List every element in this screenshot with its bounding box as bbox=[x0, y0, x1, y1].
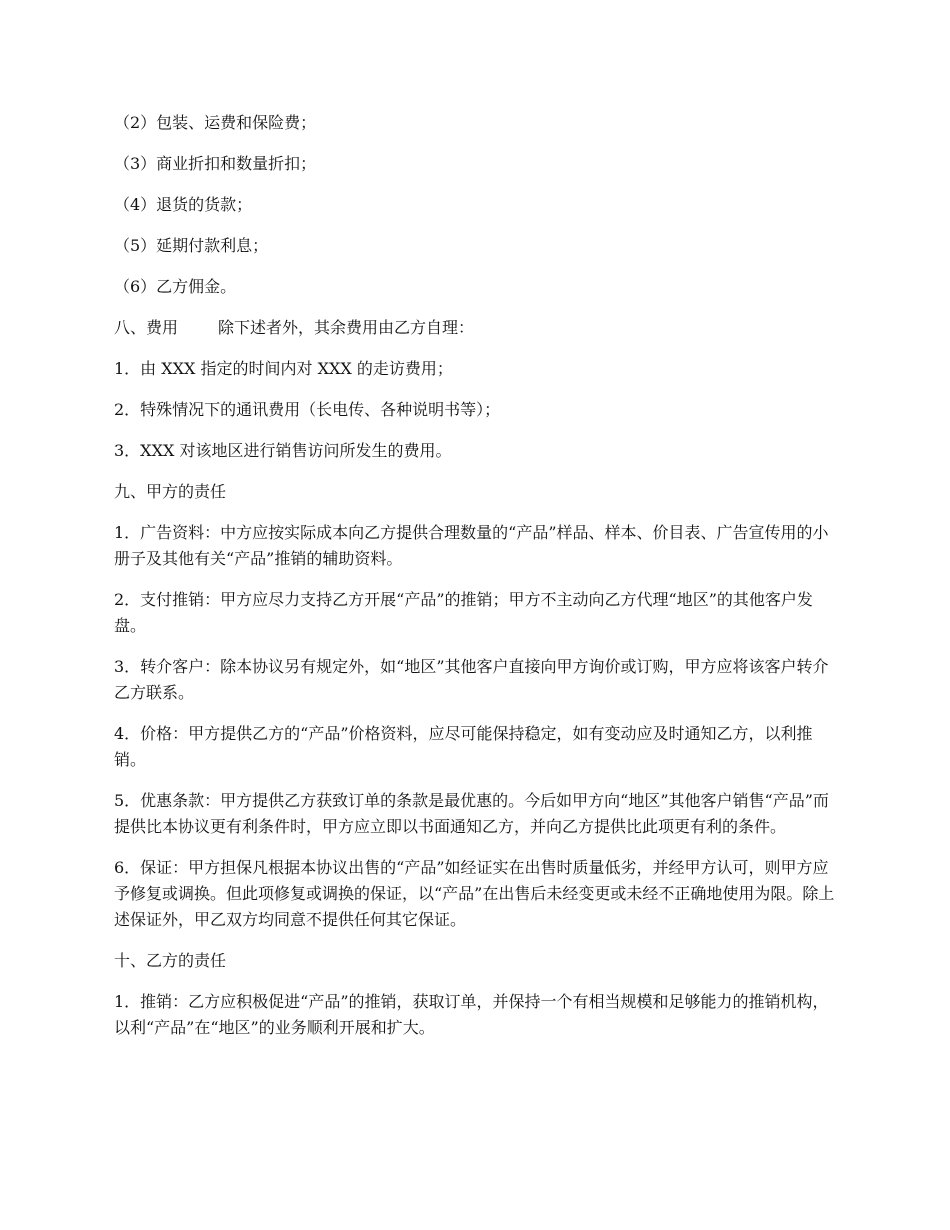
section-expenses-intro: 除下述者外，其余费用由乙方自理： bbox=[218, 318, 475, 337]
expense-item-visits: 1．由 XXX 指定的时间内对 XXX 的走访费用； bbox=[114, 359, 453, 378]
expense-item-sales-visits: 3．XXX 对该地区进行销售访问所发生的费用。 bbox=[114, 441, 452, 460]
party-a-warranty: 6．保证：甲方担保凡根据本协议出售的“产品”如经证实在出售时质量低劣，并经甲方认可，则甲方应予修复或调换。但此项修复或调换的保证，以“产品”在出售后未经变更或未经不正确地使用为限。除上述保证外，甲乙双方均同意不提供任何其它保证。 bbox=[114, 858, 835, 929]
list-item-commission: （6）乙方佣金。 bbox=[114, 277, 237, 296]
list-item-discounts: （3）商业折扣和数量折扣； bbox=[114, 154, 317, 173]
list-item-returns: （4）退货的货款； bbox=[114, 195, 253, 214]
party-a-advertising: 1．广告资料：中方应按实际成本向乙方提供合理数量的“产品”样品、样本、价目表、广告宣传用的小册子及其他有关“产品”推销的辅助资料。 bbox=[114, 523, 829, 568]
document-body bbox=[114, 110, 842, 1056]
expense-item-communication: 2．特殊情况下的通讯费用（长电传、各种说明书等）； bbox=[114, 400, 501, 419]
list-item-packaging: （2）包装、运费和保险费； bbox=[114, 113, 317, 132]
party-a-preferential-terms: 5．优惠条款：甲方提供乙方获致订单的条款是最优惠的。今后如甲方向“地区”其他客户销售“产品”而提供比本协议更有利条件时，甲方应立即以书面通知乙方，并向乙方提供比此项更有利的条件。 bbox=[114, 791, 829, 836]
section-heading-party-a: 九、甲方的责任 bbox=[114, 482, 227, 501]
section-heading-party-b: 十、乙方的责任 bbox=[114, 951, 227, 970]
party-a-referral: 3．转介客户：除本协议另有规定外，如“地区”其他客户直接向甲方询价或订购，甲方应将该客户转介乙方联系。 bbox=[114, 657, 829, 702]
party-a-support: 2．支付推销：甲方应尽力支持乙方开展“产品”的推销；甲方不主动向乙方代理“地区”的其他客户发盘。 bbox=[114, 590, 813, 635]
party-b-promotion: 1．推销：乙方应积极促进“产品”的推销，获取订单，并保持一个有相当规模和足够能力的推销机构，以利“产品”在“地区”的业务顺利开展和扩大。 bbox=[114, 992, 829, 1037]
section-heading-expenses bbox=[114, 315, 842, 341]
list-item-interest: （5）延期付款利息； bbox=[114, 236, 269, 255]
section-heading-expenses-title: 八、费用 bbox=[114, 318, 179, 337]
party-a-price: 4．价格：甲方提供乙方的“产品”价格资料，应尽可能保持稳定，如有变动应及时通知乙方，以利推销。 bbox=[114, 724, 813, 769]
